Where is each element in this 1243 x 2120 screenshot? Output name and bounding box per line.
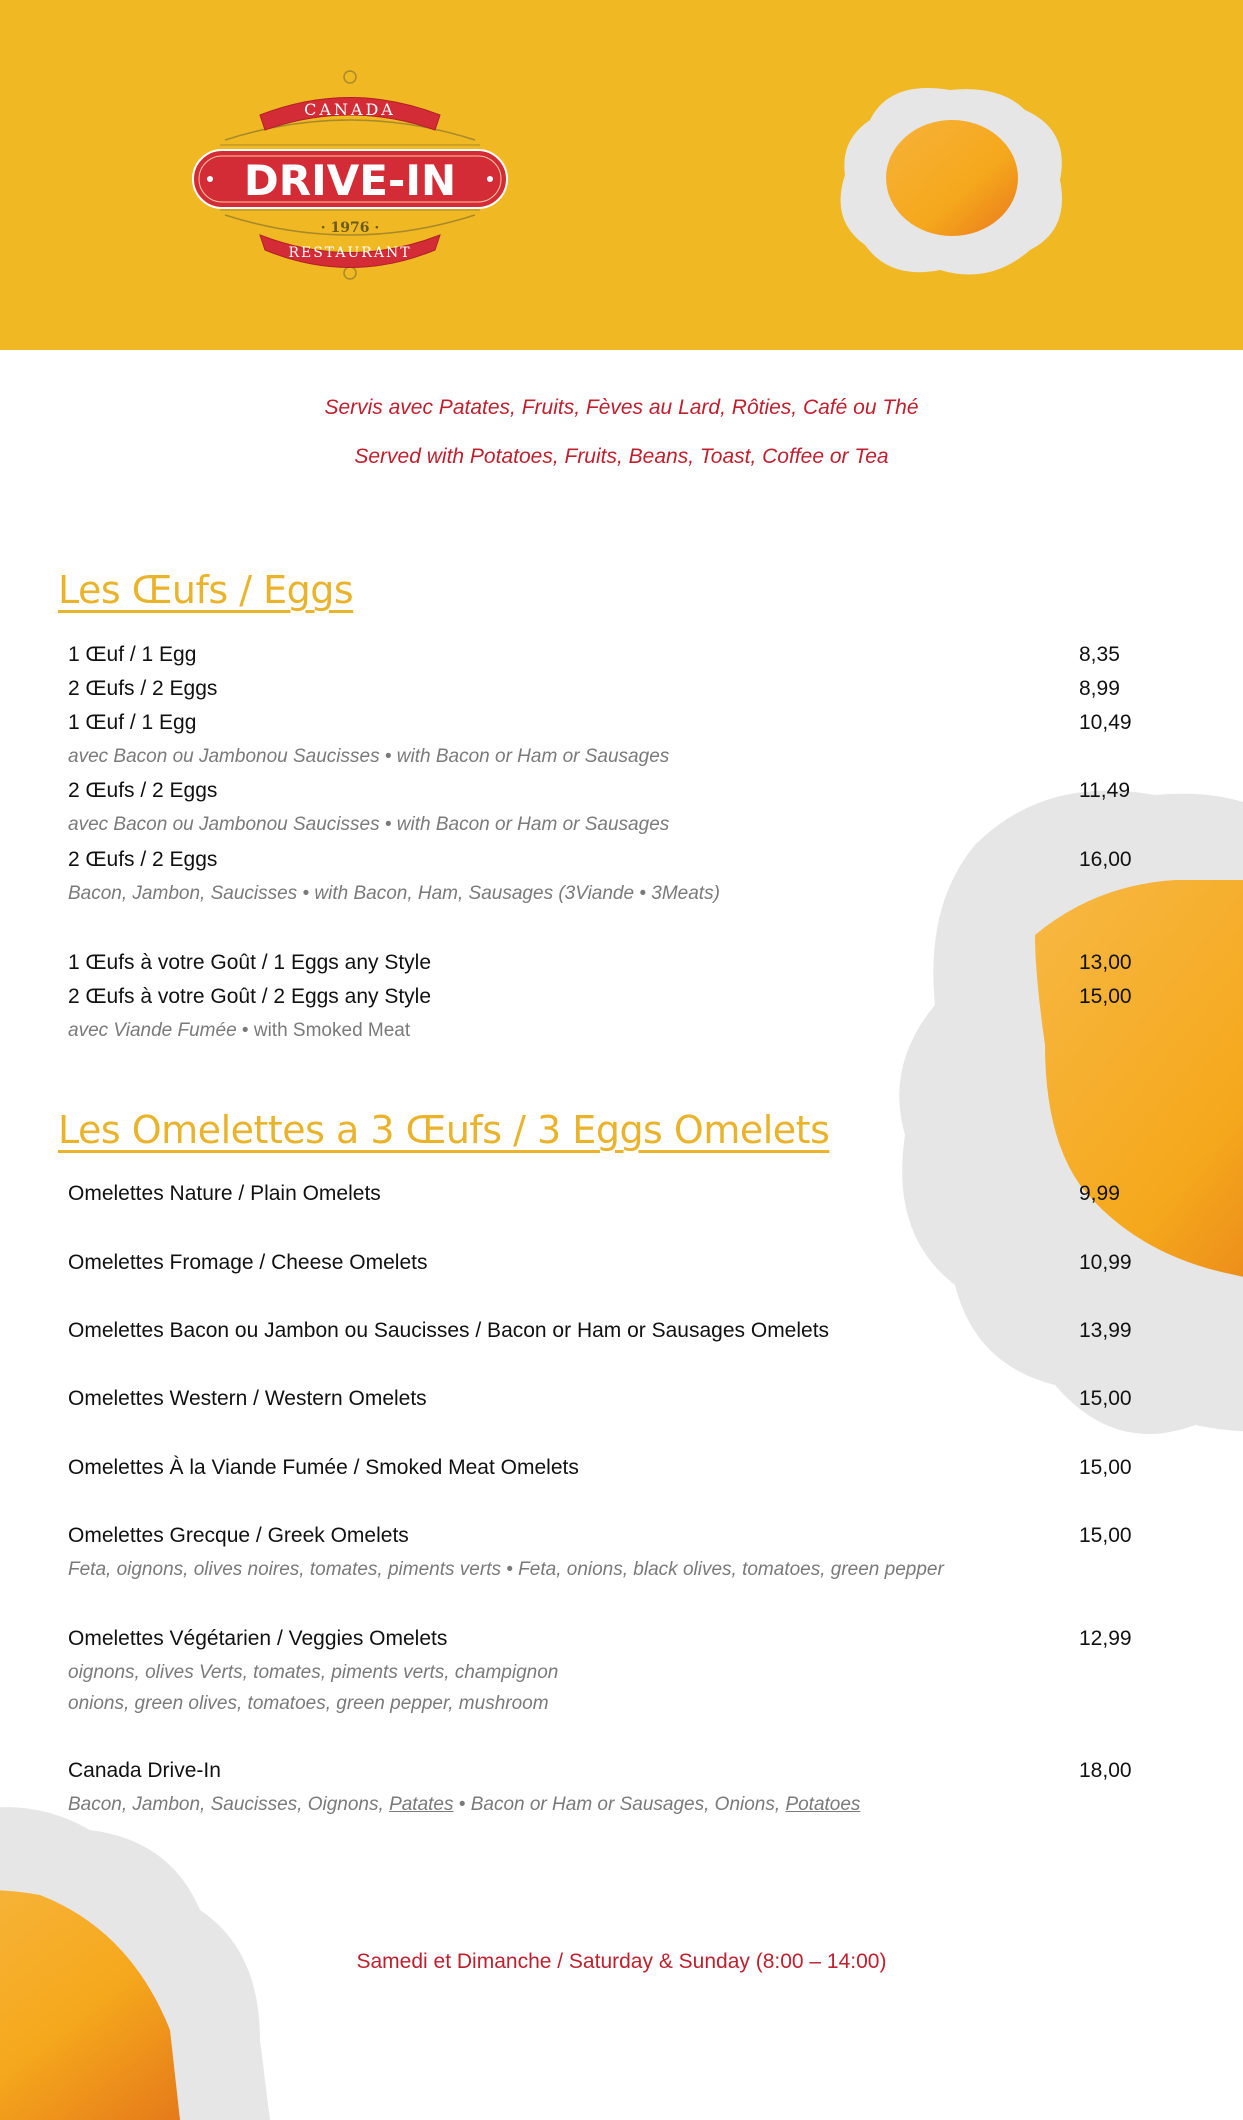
item-price: 12,99 bbox=[1079, 1627, 1132, 1650]
item-name: Omelettes Bacon ou Jambon ou Saucisses / Bacon or Ham or Sausages Omelets bbox=[68, 1319, 830, 1342]
fried-egg-icon bbox=[830, 70, 1075, 285]
item-name: 1 Œuf / 1 Egg bbox=[68, 711, 197, 734]
served-with-en: Served with Potatoes, Fruits, Beans, Toast, Coffee or Tea bbox=[354, 445, 889, 468]
desc-underlined: Potatoes bbox=[785, 1794, 861, 1815]
header-banner bbox=[0, 0, 1243, 350]
item-name: 2 Œufs à votre Goût / 2 Eggs any Style bbox=[68, 985, 432, 1008]
item-name: Omelettes Fromage / Cheese Omelets bbox=[68, 1251, 428, 1274]
item-name: Omelettes Grecque / Greek Omelets bbox=[68, 1524, 409, 1547]
item-price: 8,35 bbox=[1079, 643, 1120, 666]
item-price: 15,00 bbox=[1079, 1524, 1132, 1547]
item-price: 10,49 bbox=[1079, 711, 1132, 734]
desc-en: • with Smoked Meat bbox=[236, 1020, 411, 1041]
item-price: 15,00 bbox=[1079, 1387, 1132, 1410]
item-description bbox=[68, 1020, 410, 1042]
item-name: 2 Œufs / 2 Eggs bbox=[68, 677, 218, 700]
logo-restaurant-text: RESTAURANT bbox=[288, 245, 412, 261]
item-description: avec Bacon ou Jambonou Saucisses • with Bacon or Ham or Sausages bbox=[68, 746, 670, 767]
item-description: Bacon, Jambon, Saucisses • with Bacon, Ham, Sausages (3Viande • 3Meats) bbox=[68, 883, 720, 904]
item-name: 1 Œuf / 1 Egg bbox=[68, 643, 197, 666]
item-name: 2 Œufs / 2 Eggs bbox=[68, 779, 218, 802]
item-name: Omelettes À la Viande Fumée / Smoked Meat Omelets bbox=[68, 1456, 579, 1479]
section-title-omelets: Les Omelettes a 3 Œufs / 3 Eggs Omelets bbox=[58, 1108, 830, 1152]
item-price: 13,00 bbox=[1079, 951, 1132, 974]
logo-year-text: · 1976 · bbox=[320, 220, 380, 236]
item-price: 15,00 bbox=[1079, 985, 1132, 1008]
served-with-fr: Servis avec Patates, Fruits, Fèves au Lard, Rôties, Café ou Thé bbox=[324, 396, 919, 419]
logo-canada-text: CANADA bbox=[304, 100, 396, 119]
desc-underlined: Patates bbox=[389, 1794, 454, 1815]
desc-part: Bacon, Jambon, Saucisses, Oignons, bbox=[68, 1794, 390, 1815]
opening-hours: Samedi et Dimanche / Saturday & Sunday (8:00 – 14:00) bbox=[356, 1950, 887, 1973]
item-name: Omelettes Western / Western Omelets bbox=[68, 1387, 427, 1410]
item-description: Feta, oignons, olives noires, tomates, piments verts • Feta, onions, black olives, tomatoes, green pepper bbox=[68, 1559, 944, 1580]
item-description bbox=[68, 1794, 860, 1816]
item-name: Omelettes Végétarien / Veggies Omelets bbox=[68, 1627, 448, 1650]
item-description: avec Bacon ou Jambonou Saucisses • with Bacon or Ham or Sausages bbox=[68, 814, 670, 835]
item-price: 13,99 bbox=[1079, 1319, 1132, 1342]
item-name: Omelettes Nature / Plain Omelets bbox=[68, 1182, 381, 1205]
desc-part: • Bacon or Ham or Sausages, Onions, bbox=[453, 1794, 786, 1815]
drive-in-logo bbox=[185, 65, 515, 285]
section-title-eggs: Les Œufs / Eggs bbox=[58, 568, 354, 612]
logo-drive-in-text: DRIVE-IN bbox=[243, 156, 457, 205]
item-price: 18,00 bbox=[1079, 1759, 1132, 1782]
item-price: 8,99 bbox=[1079, 677, 1120, 700]
item-description-en: onions, green olives, tomatoes, green pepper, mushroom bbox=[68, 1693, 549, 1714]
item-price: 15,00 bbox=[1079, 1456, 1132, 1479]
item-name: Canada Drive-In bbox=[68, 1759, 221, 1782]
item-description: oignons, olives Verts, tomates, piments verts, champignon bbox=[68, 1662, 559, 1683]
item-price: 11,49 bbox=[1079, 779, 1130, 802]
item-price: 9,99 bbox=[1079, 1182, 1120, 1205]
item-name: 2 Œufs / 2 Eggs bbox=[68, 848, 218, 871]
item-name: 1 Œufs à votre Goût / 1 Eggs any Style bbox=[68, 951, 432, 974]
item-price: 10,99 bbox=[1079, 1251, 1132, 1274]
item-price: 16,00 bbox=[1079, 848, 1132, 871]
fried-egg-decoration-right bbox=[895, 785, 1243, 1445]
desc-fr: avec Viande Fumée bbox=[68, 1020, 237, 1041]
